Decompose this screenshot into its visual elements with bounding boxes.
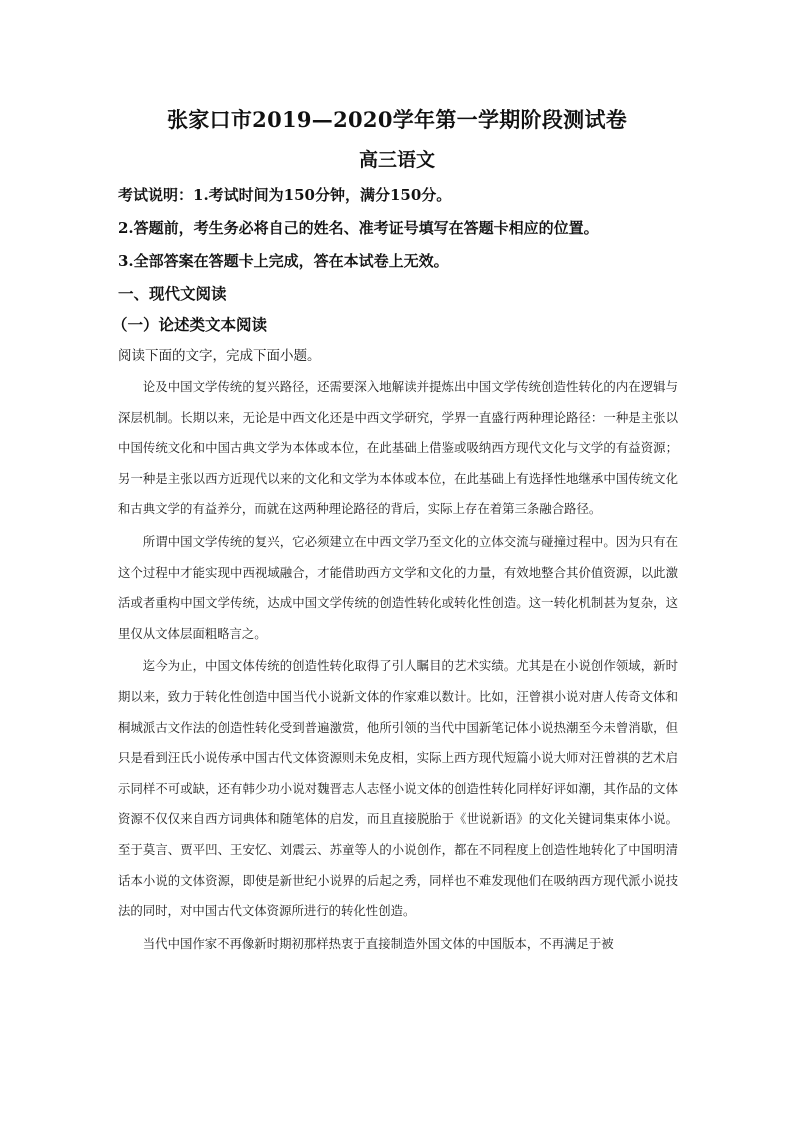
- exam-note-2-text: 2.答题前，考生务必将自己的姓名、准考证号填写在答题卡相应的位置。: [118, 219, 599, 237]
- exam-note-label: 考试说明：: [118, 186, 194, 204]
- exam-title: 张家口市2019—2020学年第一学期阶段测试卷: [166, 107, 628, 132]
- passage-paragraph: 论及中国文学传统的复兴路径，还需要深入地解读并提炼出中国文学传统创造性转化的内在逻辑与深层机制。长期以来，无论是中西文化还是中西文学研究，学界一直盛行两种理论路径：一种是主张以中国传统文化和中国古典文学为本体或本位，在此基础上借鉴或吸纳西方现代文化与文学的有益资源；另一种是主张以西方近现代以来的文化和文学为本体或本位，在此基础上有选择性地继承中国传统文化和古典文学的有益养分，而就在这两种理论路径的背后，实际上存在着第三条融合路径。: [118, 379, 678, 517]
- exam-note-3-text: 3.全部答案在答题卡上完成，答在本试卷上无效。: [118, 252, 449, 270]
- section-subheading: （一）论述类文本阅读: [112, 315, 268, 334]
- exam-note-1: [118, 184, 688, 205]
- exam-note-2: [118, 217, 688, 238]
- reading-instruction: 阅读下面的文字，完成下面小题。: [118, 348, 321, 364]
- passage-paragraph: 当代中国作家不再像新时期初那样热衷于直接制造外国文体的中国版本，不再满足于被: [142, 935, 614, 951]
- exam-note-3: [118, 250, 688, 271]
- passage-paragraph: 迄今为止，中国文体传统的创造性转化取得了引人瞩目的艺术实绩。尤其是在小说创作领域，新时期以来，致力于转化性创造中国当代小说新文体的作家难以数计。比如，汪曾祺小说对唐人传奇文体和桐城派古文作法的创造性转化受到普遍激赏，他所引领的当代中国新笔记体小说热潮至今未曾消歇，但只是看到汪氏小说传承中国古代文体资源则未免皮相，实际上西方现代短篇小说大师对汪曾祺的艺术启示同样不可或缺，还有韩少功小说对魏晋志人志怪小说文体的创造性转化同样好评如潮，其作品的文体资源不仅仅来自西方词典体和随笔体的启发，而且直接脱胎于《世说新语》的文化关键词集束体小说。至于莫言、贾平凹、王安忆、刘震云、苏童等人的小说创作，都在不同程度上创造性地转化了中国明清话本小说的文体资源，即使是新世纪小说界的后起之秀，同样也不难发现他们在吸纳西方现代派小说技法的同时，对中国古代文体资源所进行的转化性创造。: [118, 658, 678, 919]
- section-heading: 一、现代文阅读: [118, 284, 227, 303]
- passage-paragraph: 所谓中国文学传统的复兴，它必须建立在中西文学乃至文化的立体交流与碰撞过程中。因为只有在这个过程中才能实现中西视域融合，才能借助西方文学和文化的力量，有效地整合其价值资源，以此激活或者重构中国文学传统，达成中国文学传统的创造性转化或转化性创造。这一转化机制甚为复杂，这里仅从文体层面粗略言之。: [118, 533, 678, 641]
- reading-passage: [118, 372, 678, 961]
- exam-note-1-text: 1.考试时间为150分钟，满分150分。: [193, 186, 452, 204]
- exam-subject: 高三语文: [358, 149, 435, 171]
